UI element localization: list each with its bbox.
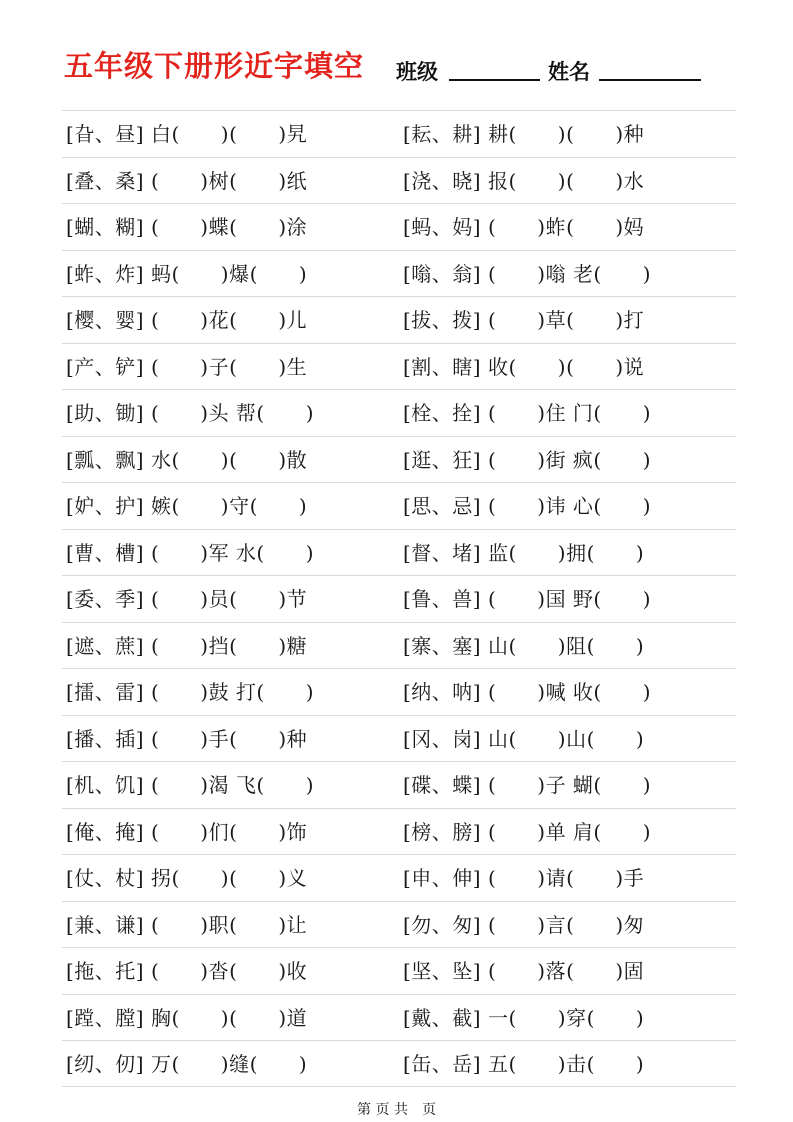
- exercise-row: [62, 947, 736, 994]
- exercise-item-left[interactable]: [播、插] ( )手( )种: [66, 726, 308, 751]
- exercise-item-right[interactable]: [纳、呐] ( )喊 收( ): [403, 680, 652, 704]
- exercise-item-right[interactable]: [逛、狂] ( )街 疯( ): [403, 447, 652, 472]
- worksheet-header: [0, 0, 793, 100]
- exercise-row: [62, 994, 736, 1041]
- exercise-item-right[interactable]: [栓、拴] ( )住 门( ): [403, 401, 652, 425]
- exercise-item-left[interactable]: [委、季] ( )员( )节: [66, 587, 308, 611]
- exercise-item-left[interactable]: [樱、婴] ( )花( )儿: [66, 308, 308, 332]
- exercise-row: [62, 436, 736, 483]
- exercise-item-left[interactable]: [旮、昼] 白( )( )旯: [66, 122, 308, 146]
- exercise-item-left[interactable]: [兼、谦] ( )职( )让: [66, 912, 308, 937]
- exercise-item-left[interactable]: [拖、托] ( )沓( )收: [66, 959, 308, 983]
- name-label: 姓名: [548, 60, 590, 84]
- exercise-item-right[interactable]: [碟、蝶] ( )子 蝴( ): [403, 773, 652, 797]
- exercise-item-right[interactable]: [耘、耕] 耕( )( )种: [403, 122, 645, 146]
- exercise-item-left[interactable]: [产、铲] ( )子( )生: [66, 354, 308, 379]
- exercise-row: [62, 250, 736, 297]
- exercise-item-right[interactable]: [嗡、翁] ( )嗡 老( ): [403, 261, 652, 286]
- exercise-item-right[interactable]: [勿、匆] ( )言( )匆: [403, 912, 645, 937]
- exercise-item-left[interactable]: [叠、桑] ( )树( )纸: [66, 168, 308, 193]
- exercise-item-left[interactable]: [助、锄] ( )头 帮( ): [66, 401, 315, 425]
- exercise-item-right[interactable]: [寨、塞] 山( )阻( ): [403, 633, 645, 658]
- page-footer: 第 页 共 页: [357, 1102, 436, 1118]
- exercise-row: [62, 622, 736, 669]
- exercise-item-right[interactable]: [思、忌] ( )讳 心( ): [403, 494, 652, 518]
- exercise-row: [62, 529, 736, 576]
- exercise-item-right[interactable]: [蚂、妈] ( )蚱( )妈: [403, 215, 645, 239]
- exercise-row: [62, 854, 736, 901]
- exercise-item-right[interactable]: [缶、岳] 五( )击( ): [403, 1052, 645, 1076]
- exercise-row: [62, 761, 736, 808]
- exercise-item-left[interactable]: [仗、杖] 拐( )( )义: [66, 866, 308, 890]
- exercise-item-left[interactable]: [擂、雷] ( )鼓 打( ): [66, 680, 315, 704]
- exercise-item-left[interactable]: [曹、槽] ( )军 水( ): [66, 540, 315, 565]
- exercise-row: [62, 901, 736, 948]
- exercise-row: [62, 110, 736, 157]
- exercise-item-right[interactable]: [督、堵] 监( )拥( ): [403, 540, 645, 565]
- class-label: 班级: [396, 60, 438, 84]
- exercise-item-right[interactable]: [申、伸] ( )请( )手: [403, 866, 645, 890]
- class-blank-line[interactable]: [449, 79, 540, 81]
- exercise-item-left[interactable]: [俺、掩] ( )们( )饰: [66, 819, 308, 844]
- exercise-row: [62, 296, 736, 343]
- exercise-table: [62, 110, 736, 1087]
- exercise-item-right[interactable]: [榜、膀] ( )单 肩( ): [403, 819, 652, 844]
- exercise-row: [62, 668, 736, 715]
- exercise-item-left[interactable]: [妒、护] 嫉( )守( ): [66, 494, 308, 518]
- exercise-item-right[interactable]: [割、瞎] 收( )( )说: [403, 354, 645, 379]
- exercise-item-right[interactable]: [拔、拨] ( )草( )打: [403, 308, 645, 332]
- exercise-row: [62, 389, 736, 436]
- exercise-item-left[interactable]: [瓢、飘] 水( )( )散: [66, 447, 308, 472]
- exercise-item-right[interactable]: [戴、截] 一( )穿( ): [403, 1005, 645, 1030]
- exercise-row: [62, 1040, 736, 1087]
- exercise-row: [62, 203, 736, 250]
- page-title: 五年级下册形近字填空: [64, 49, 365, 83]
- exercise-item-left[interactable]: [蹚、膛] 胸( )( )道: [66, 1005, 308, 1030]
- exercise-item-left[interactable]: [遮、蔗] ( )挡( )糖: [66, 633, 308, 658]
- name-blank-line[interactable]: [599, 79, 701, 81]
- exercise-item-left[interactable]: [纫、仞] 万( )缝( ): [66, 1052, 308, 1076]
- exercise-row: [62, 575, 736, 622]
- exercise-row: [62, 808, 736, 855]
- exercise-row: [62, 343, 736, 390]
- exercise-row: [62, 482, 736, 529]
- exercise-item-right[interactable]: [坚、坠] ( )落( )固: [403, 959, 645, 983]
- exercise-item-left[interactable]: [蚱、炸] 蚂( )爆( ): [66, 261, 308, 286]
- exercise-item-right[interactable]: [浇、晓] 报( )( )水: [403, 168, 645, 193]
- exercise-item-right[interactable]: [冈、岗] 山( )山( ): [403, 726, 645, 751]
- exercise-row: [62, 157, 736, 204]
- exercise-item-right[interactable]: [鲁、兽] ( )国 野( ): [403, 587, 652, 611]
- exercise-item-left[interactable]: [蝴、糊] ( )蝶( )涂: [66, 215, 308, 239]
- exercise-row: [62, 715, 736, 762]
- exercise-item-left[interactable]: [机、饥] ( )渴 飞( ): [66, 773, 315, 797]
